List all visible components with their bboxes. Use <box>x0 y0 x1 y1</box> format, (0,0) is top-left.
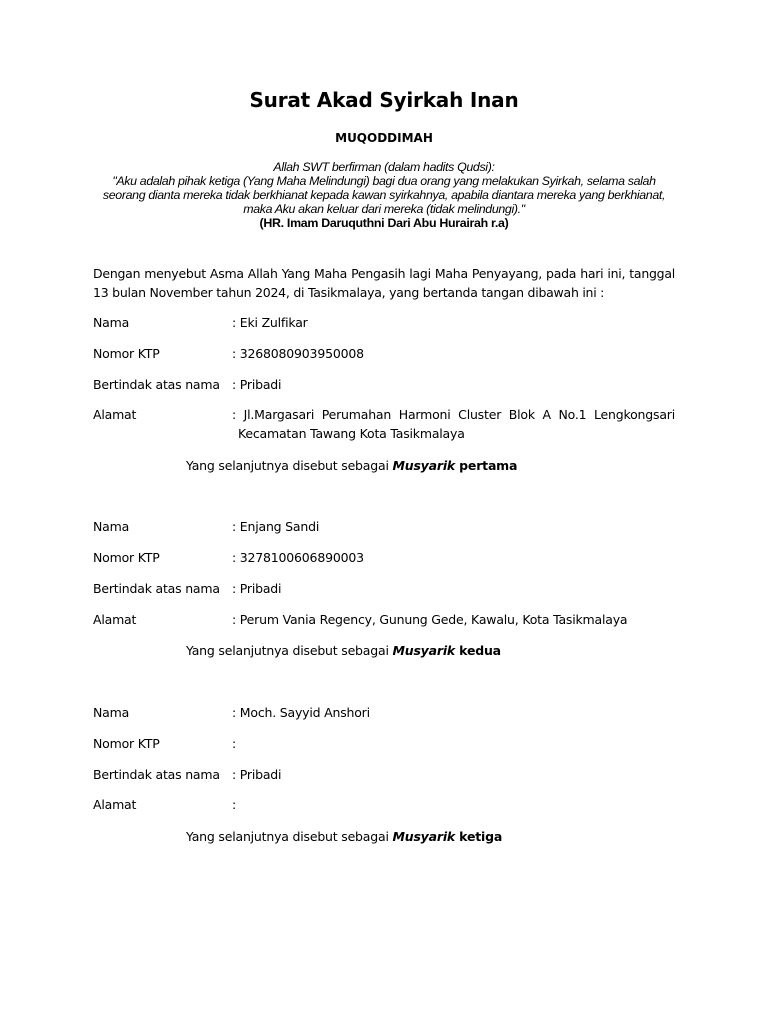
field-value: : Jl.Margasari Perumahan Harmoni Cluster Blok A No.1 Lengkongsari <box>232 407 675 422</box>
quote-source: (HR. Imam Daruquthni Dari Abu Hurairah r.a) <box>259 216 509 230</box>
field-label: Nama <box>93 315 130 330</box>
party-closing: Yang selanjutnya disebut sebagai Musyarik pertama <box>186 458 518 473</box>
field-value: : 3268080903950008 <box>232 346 364 361</box>
field-value: : Moch. Sayyid Anshori <box>232 705 370 720</box>
quote-line: maka Aku akan keluar dari mereka (tidak melindungi)." <box>243 202 525 216</box>
party-closing: Yang selanjutnya disebut sebagai Musyarik kedua <box>186 643 501 658</box>
field-value: : Pribadi <box>232 581 282 596</box>
field-label: Alamat <box>93 407 137 422</box>
field-value: : 3278100606890003 <box>232 550 364 565</box>
musyarik-term: Musyarik <box>392 458 456 473</box>
field-value: : Eki Zulfikar <box>232 315 308 330</box>
field-label: Nama <box>93 705 130 720</box>
field-label: Alamat <box>93 797 137 812</box>
field-label: Nomor KTP <box>93 736 160 751</box>
hadith-quote <box>90 160 678 230</box>
field-value: : Perum Vania Regency, Gunung Gede, Kawalu, Kota Tasikmalaya <box>232 612 628 627</box>
party-ordinal: kedua <box>455 643 501 658</box>
field-label: Nama <box>93 519 130 534</box>
intro-paragraph: Dengan menyebut Asma Allah Yang Maha Pengasih lagi Maha Penyayang, pada hari ini, tanggal 13 bulan November tahun 2024, di Tasikmalaya, yang bertanda tangan dibawah ini : <box>93 266 675 300</box>
party-ordinal: pertama <box>455 458 518 473</box>
field-value: : <box>232 736 237 751</box>
party-ordinal: ketiga <box>455 829 503 844</box>
quote-intro: Allah SWT berfirman (dalam hadits Qudsi): <box>273 160 495 174</box>
quote-line: "Aku adalah pihak ketiga (Yang Maha Melindungi) bagi dua orang yang melakukan Syirkah, selama salah <box>112 174 656 188</box>
field-label: Nomor KTP <box>93 346 160 361</box>
field-label: Bertindak atas nama <box>93 767 220 782</box>
quote-line: seorang dianta mereka tidak berkhianat kepada kawan syirkahnya, apabila diantara mereka yang berkhianat, <box>102 188 666 202</box>
field-label: Bertindak atas nama <box>93 581 220 596</box>
field-label: Nomor KTP <box>93 550 160 565</box>
field-label: Bertindak atas nama <box>93 377 220 392</box>
musyarik-term: Musyarik <box>392 829 456 844</box>
field-value: : Pribadi <box>232 377 282 392</box>
field-value: : Enjang Sandi <box>232 519 320 534</box>
document-title: Surat Akad Syirkah Inan <box>249 88 519 112</box>
field-value: : <box>232 797 237 812</box>
field-value-continued: Kecamatan Tawang Kota Tasikmalaya <box>238 426 465 441</box>
party-closing: Yang selanjutnya disebut sebagai Musyarik ketiga <box>186 829 503 844</box>
section-heading: MUQODDIMAH <box>335 131 433 145</box>
field-row-alamat <box>93 405 675 445</box>
field-value: : Pribadi <box>232 767 282 782</box>
field-label: Alamat <box>93 612 137 627</box>
musyarik-term: Musyarik <box>392 643 456 658</box>
